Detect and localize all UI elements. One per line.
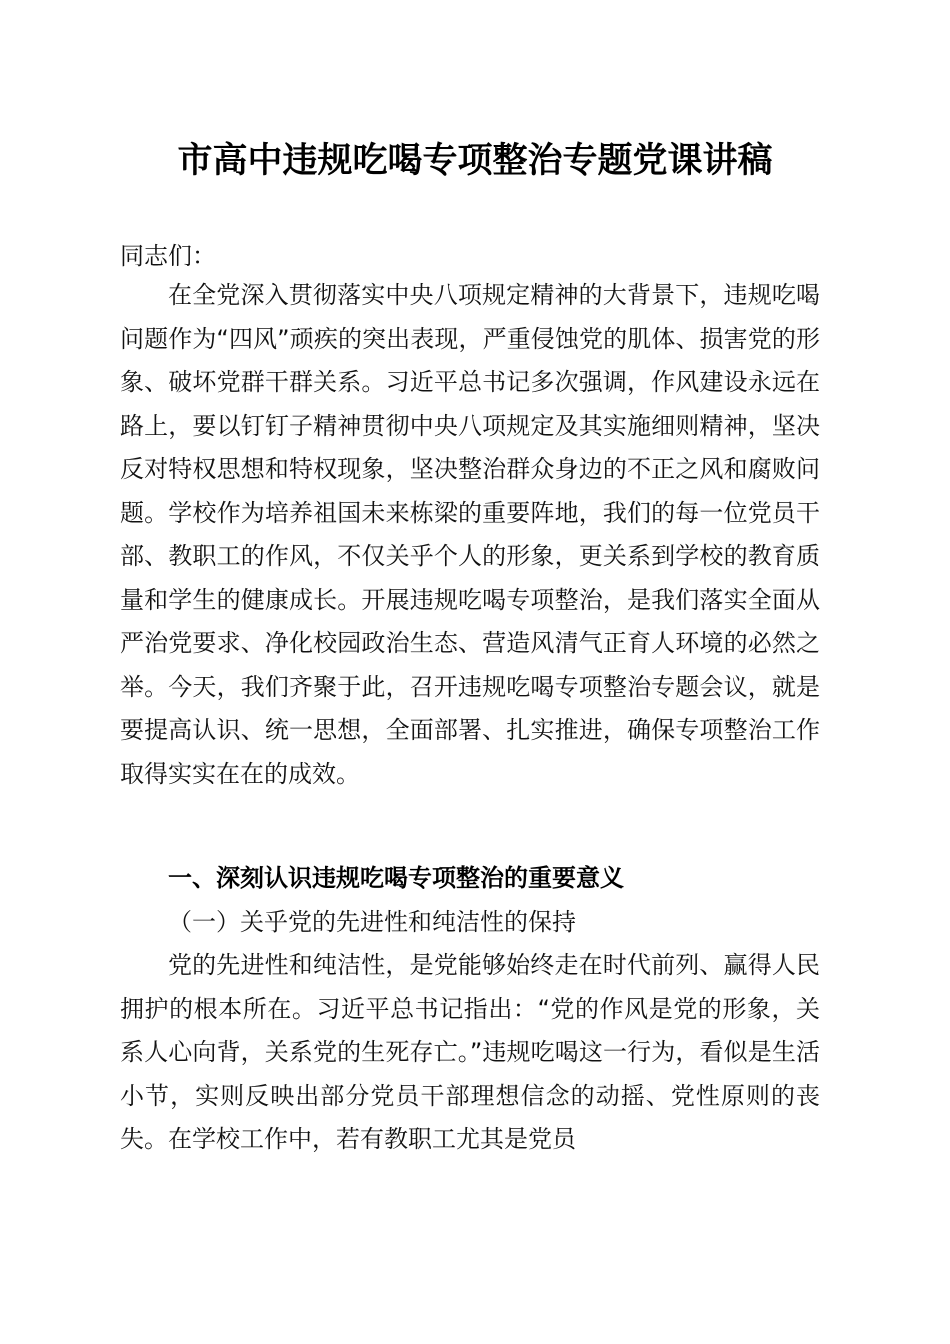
document-title: 市高中违规吃喝专项整治专题党课讲稿 <box>177 140 773 181</box>
paragraph-intro: 在全党深入贯彻落实中央八项规定精神的大背景下，违规吃喝问题作为“四风”顽疾的突出表现，严重侵蚀党的肌体、损害党的形象、破坏党群干群关系。习近平总书记多次强调，作风建设永远在路上，要以钉钉子精神贯彻中央八项规定及其实施细则精神，坚决反对特权思想和特权现象，坚决整治群众身边的不正之风和腐败问题。学校作为培养祖国未来栋梁的重要阵地，我们的每一位党员干部、教职工的作风，不仅关乎个人的形象，更关系到学校的教育质量和学生的健康成长。开展违规吃喝专项整治，是我们落实全面从严治党要求、净化校园政治生态、营造风清气正育人环境的必然之举。今天，我们齐聚于此，召开违规吃喝专项整治专题会议，就是要提高认识、统一思想，全面部署、扎实推进，确保专项整治工作取得实实在在的成效。 <box>120 281 820 788</box>
section-heading: 一、深刻认识违规吃喝专项整治的重要意义 <box>168 864 624 892</box>
salutation: 同志们： <box>120 242 216 270</box>
subsection-heading: （一）关乎党的先进性和纯洁性的保持 <box>168 908 576 936</box>
paragraph-section-one: 党的先进性和纯洁性，是党能够始终走在时代前列、赢得人民拥护的根本所在。习近平总书记指出：“党的作风是党的形象，关系人心向背，关系党的生死存亡。”违规吃喝这一行为，看似是生活小节，实则反映出部分党员干部理想信念的动摇、党性原则的丧失。在学校工作中，若有教职工尤其是党员 <box>120 951 820 1153</box>
